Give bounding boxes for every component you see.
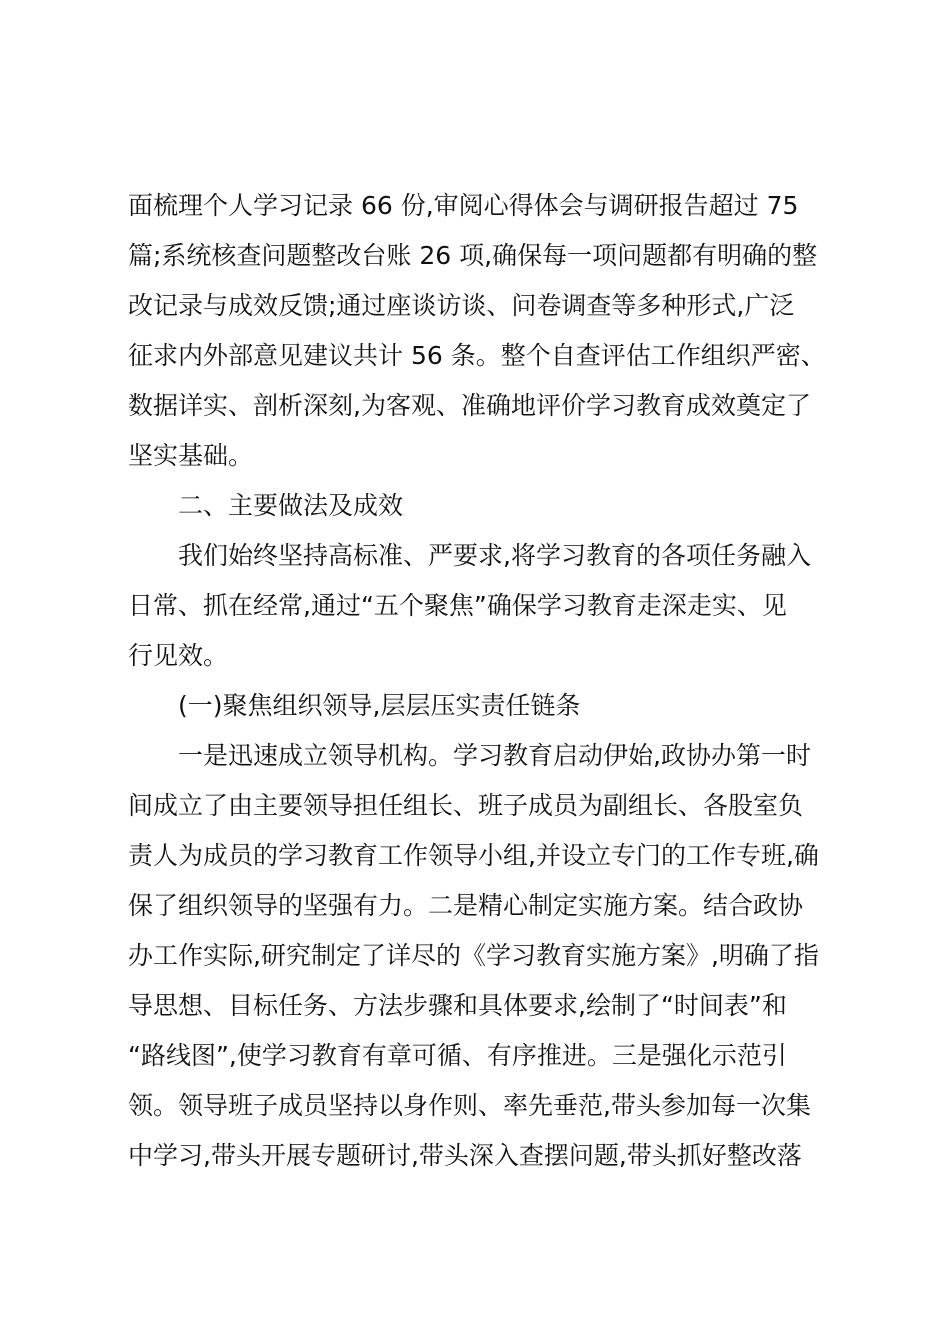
paragraph-line: 办工作实际,研究制定了详尽的《学习教育实施方案》,明确了指 bbox=[128, 941, 819, 970]
paragraph-line: 改记录与成效反馈;通过座谈访谈、问卷调查等多种形式,广泛 bbox=[128, 291, 795, 320]
paragraph-line: 责人为成员的学习教育工作领导小组,并设立专门的工作专班,确 bbox=[128, 841, 819, 870]
paragraph-line: 坚实基础。 bbox=[128, 441, 254, 470]
paragraph-line: 间成立了由主要领导担任组长、班子成员为副组长、各股室负 bbox=[128, 791, 804, 820]
paragraph-line: 导思想、目标任务、方法步骤和具体要求,绘制了“时间表”和 bbox=[128, 991, 787, 1020]
paragraph-line: 征求内外部意见建议共计 56 条。整个自查评估工作组织严密、 bbox=[128, 341, 826, 370]
paragraph-line: 面梳理个人学习记录 66 份,审阅心得体会与调研报告超过 75 bbox=[128, 191, 799, 220]
paragraph-line: 一是迅速成立领导机构。学习教育启动伊始,政协办第一时 bbox=[178, 741, 811, 770]
section-heading: 二、主要做法及成效 bbox=[178, 491, 404, 520]
paragraph-line: 篇;系统核查问题整改台账 26 项,确保每一项问题都有明确的整 bbox=[128, 241, 818, 270]
paragraph-line: 中学习,带头开展专题研讨,带头深入查摆问题,带头抓好整改落 bbox=[128, 1141, 802, 1170]
paragraph-line: 保了组织领导的坚强有力。二是精心制定实施方案。结合政协 bbox=[128, 891, 804, 920]
subsection-heading: (一)聚焦组织领导,层层压实责任链条 bbox=[178, 691, 581, 720]
paragraph-line: 数据详实、剖析深刻,为客观、准确地评价学习教育成效奠定了 bbox=[128, 391, 811, 420]
paragraph-line: 行见效。 bbox=[128, 641, 229, 670]
paragraph-line: 领。领导班子成员坚持以身作则、率先垂范,带头参加每一次集 bbox=[128, 1091, 811, 1120]
paragraph-line: 我们始终坚持高标准、严要求,将学习教育的各项任务融入 bbox=[178, 541, 811, 570]
paragraph-line: 日常、抓在经常,通过“五个聚焦”确保学习教育走深走实、见 bbox=[128, 591, 787, 620]
paragraph-line: “路线图”,使学习教育有章可循、有序推进。三是强化示范引 bbox=[128, 1041, 787, 1070]
